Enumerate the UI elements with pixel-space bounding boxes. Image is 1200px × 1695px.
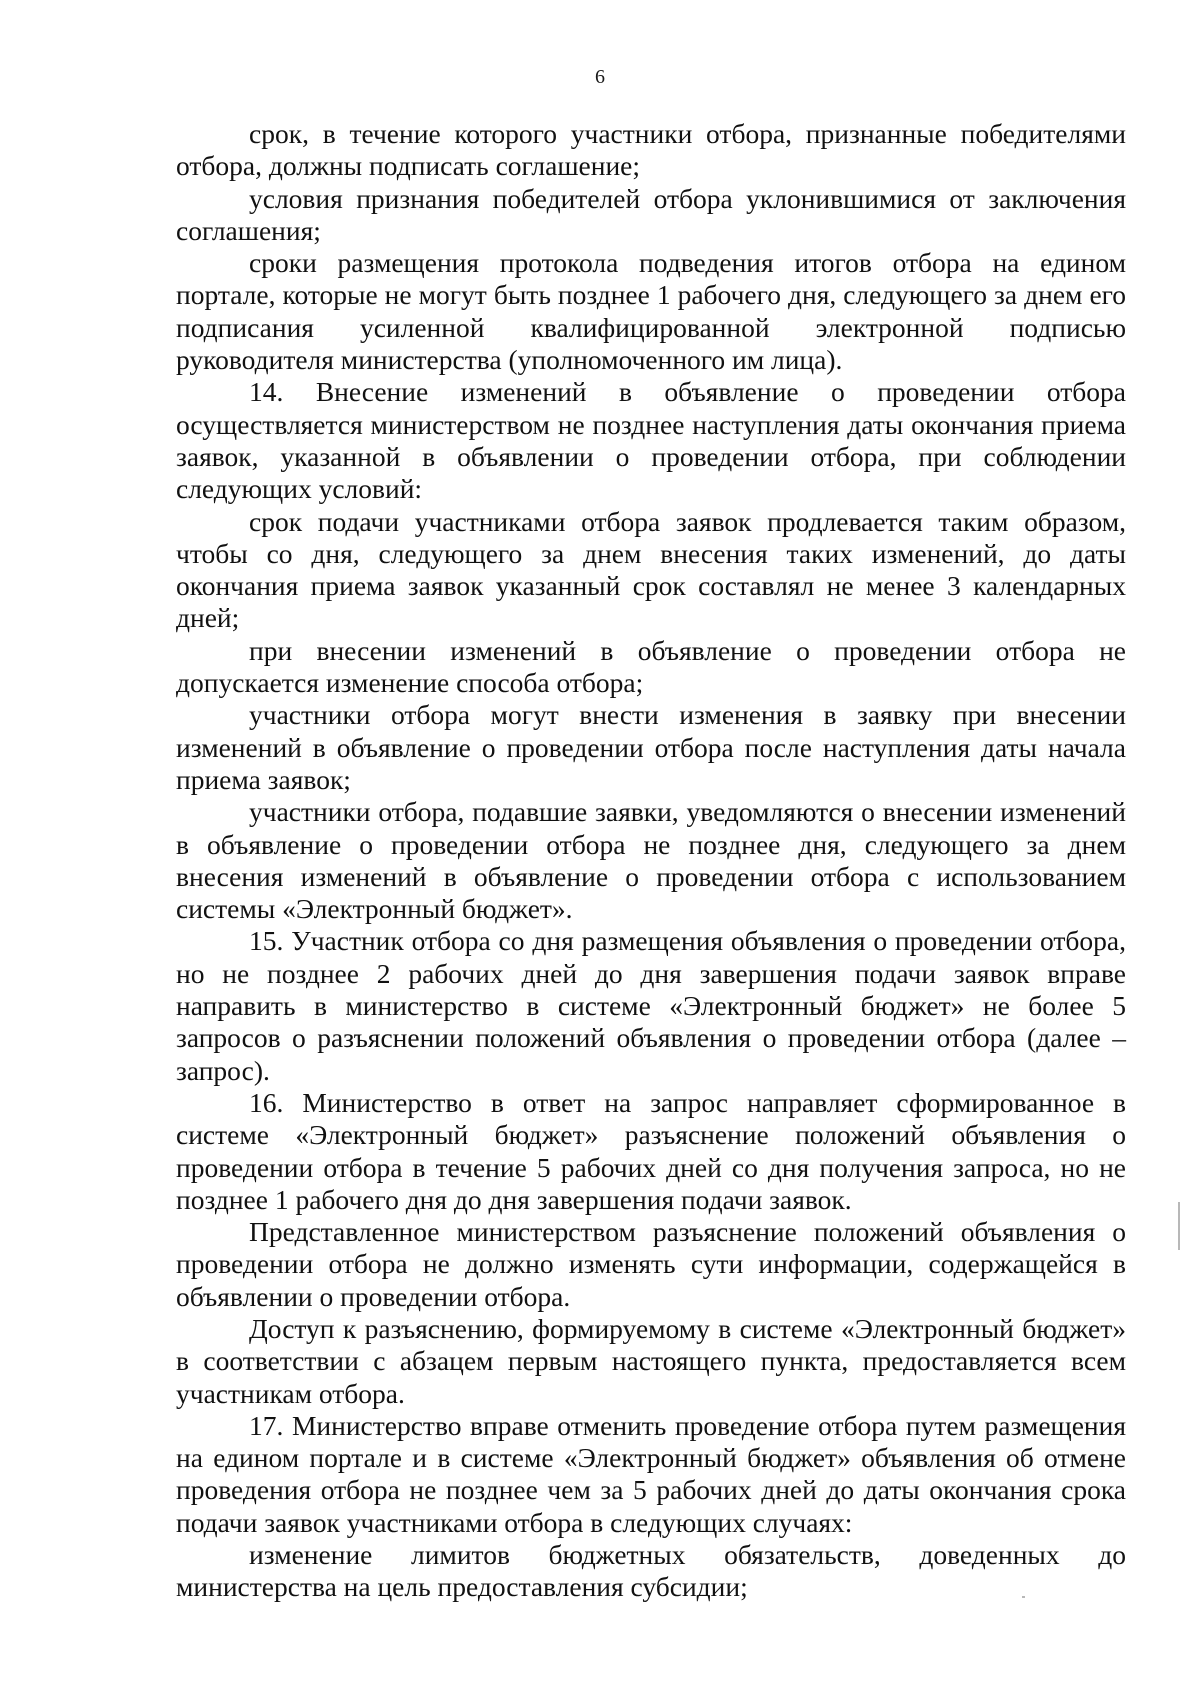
paragraph-clarification-content: Представленное министерством разъяснение положений объявления о проведении отбора не должно изменять сути информации, содержащейся в объявлении о проведении отбора. bbox=[176, 1216, 1126, 1312]
page-number: 6 bbox=[595, 66, 605, 88]
paragraph-signing-deadline: срок, в течение которого участники отбора, признанные победителями отбора, должны подписать соглашение; bbox=[176, 118, 1126, 182]
paragraph-method-change: при внесении изменений в объявление о проведении отбора не допускается изменение способа отбора; bbox=[176, 634, 1126, 699]
scan-artifact bbox=[1178, 1202, 1180, 1250]
scan-artifact bbox=[1022, 1596, 1025, 1598]
paragraph-protocol-placement: сроки размещения протокола подведения итогов отбора на едином портале, которые не могут быть позднее 1 рабочего дня, следующего за днем его подписания усиленной квалифицированной электронной подписью руководителя министерства (уполномоченного им лица). bbox=[176, 247, 1126, 376]
paragraph-participant-notice: участники отбора, подавшие заявки, уведомляются о внесении изменений в объявление о проведении отбора не позднее дня, следующего за днем внесения изменений в объявление о проведении отбора с использованием системы «Электронный бюджет». bbox=[176, 796, 1126, 925]
paragraph-item-17: 17. Министерство вправе отменить проведение отбора путем размещения на едином портале и в системе «Электронный бюджет» объявления об отмене проведения отбора не позднее чем за 5 рабочих дней до даты окончания срока подачи заявок участниками отбора в следующих случаях: bbox=[176, 1409, 1126, 1538]
paragraph-item-14: 14. Внесение изменений в объявление о проведении отбора осуществляется министерством не позднее наступления даты окончания приема заявок, указанной в объявлении о проведении отбора, при соблюдении следующих условий: bbox=[176, 376, 1126, 505]
paragraph-limits-change: изменение лимитов бюджетных обязательств, доведенных до министерства на цель предоставления субсидии; bbox=[176, 1539, 1126, 1603]
paragraph-deadline-extension: срок подачи участниками отбора заявок продлевается таким образом, чтобы со дня, следующего за днем внесения таких изменений, до даты окончания приема заявок указанный срок составлял не менее 3 календарных дней; bbox=[176, 505, 1126, 634]
paragraph-item-15: 15. Участник отбора со дня размещения объявления о проведении отбора, но не позднее 2 рабочих дней до дня завершения подачи заявок вправе направить в министерство в системе «Электронный бюджет» не более 5 запросов о разъяснении положений объявления о проведении отбора (далее – запрос). bbox=[176, 925, 1126, 1086]
paragraph-item-16: 16. Министерство в ответ на запрос направляет сформированное в системе «Электронный бюджет» разъяснение положений объявления о проведении отбора в течение 5 рабочих дней со дня получения запроса, но не позднее 1 рабочего дня до дня завершения подачи заявок. bbox=[176, 1086, 1126, 1215]
paragraph-application-changes: участники отбора могут внести изменения в заявку при внесении изменений в объявление о проведении отбора после наступления даты начала приема заявок; bbox=[176, 699, 1126, 795]
paragraph-clarification-access: Доступ к разъяснению, формируемому в системе «Электронный бюджет» в соответствии с абзацем первым настоящего пункта, предоставляется всем участникам отбора. bbox=[176, 1312, 1126, 1409]
paragraph-evasion-conditions: условия признания победителей отбора уклонившимися от заключения соглашения; bbox=[176, 182, 1126, 246]
document-body bbox=[176, 118, 1126, 1604]
